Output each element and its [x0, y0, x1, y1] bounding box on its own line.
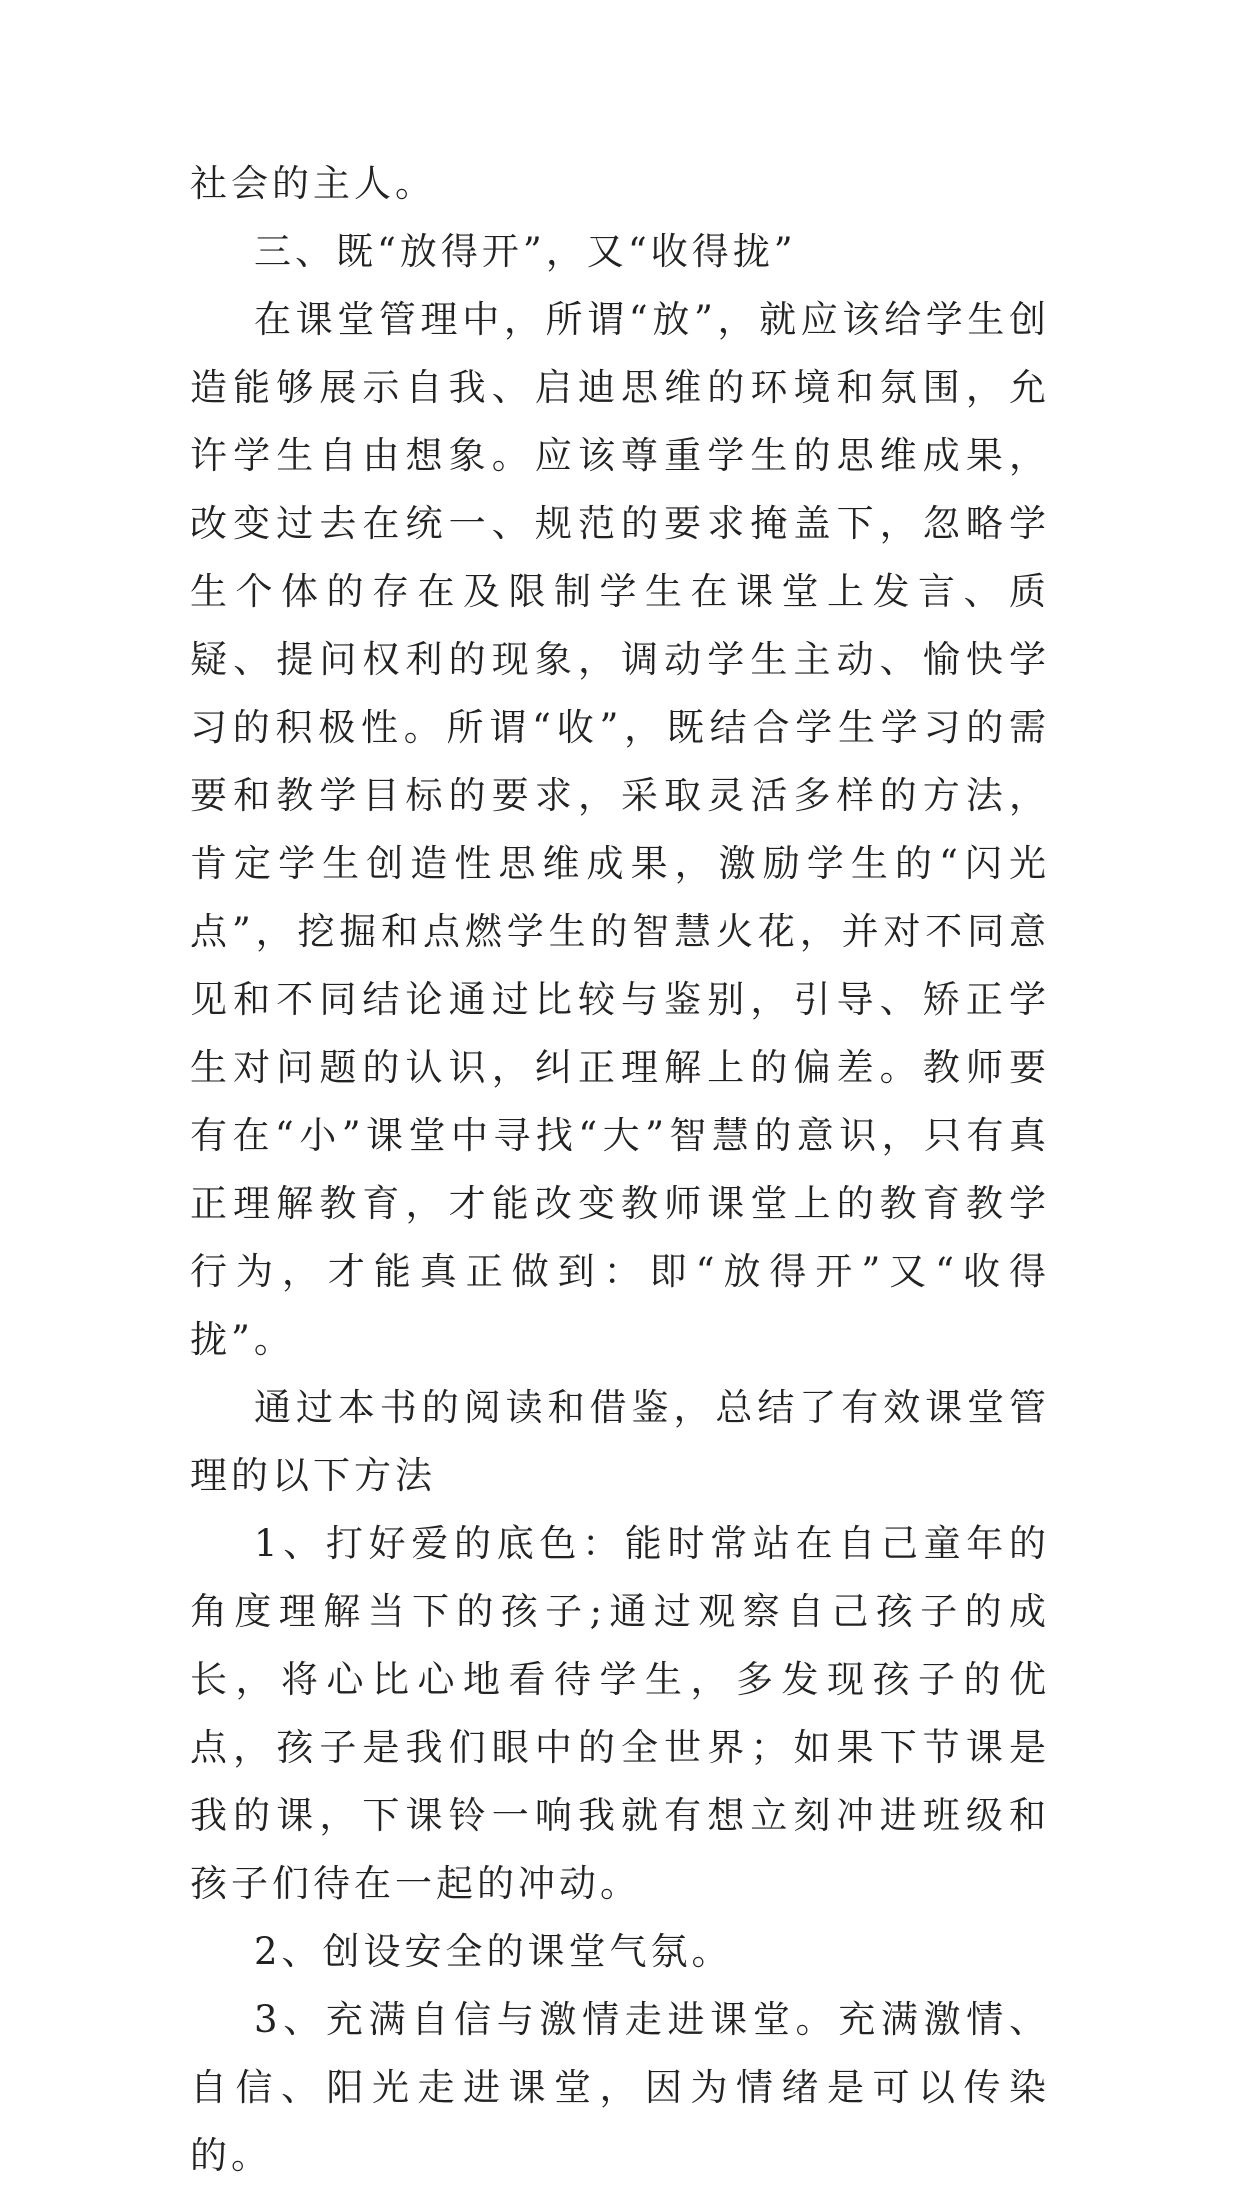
list-item-3: 3、充满自信与激情走进课堂。充满激情、自信、阳光走进课堂，因为情绪是可以传染的。 [190, 1998, 1050, 2177]
list-item-1: 1、打好爱的底色：能时常站在自己童年的角度理解当下的孩子;通过观察自己孩子的成长，将心比心地看待学生，多发现孩子的优点，孩子是我们眼中的全世界；如果下节课是我的课，下课铃一响我就有想立刻冲进班级和孩子们待在一起的冲动。 [190, 1522, 1050, 1905]
list-item-2: 2、创设安全的课堂气氛。 [254, 1930, 733, 1973]
paragraph-body: 在课堂管理中，所谓“放”，就应该给学生创造能够展示自我、启迪思维的环境和氛围，允许学生自由想象。应该尊重学生的思维成果，改变过去在统一、规范的要求掩盖下，忽略学生个体的存在及限制学生在课堂上发言、质疑、提问权利的现象，调动学生主动、愉快学习的积极性。所谓“收”，既结合学生学习的需要和教学目标的要求，采取灵活多样的方法，肯定学生创造性思维成果，激励学生的“闪光点”，挖掘和点燃学生的智慧火花，并对不同意见和不同结论通过比较与鉴别，引导、矫正学生对问题的认识，纠正理解上的偏差。教师要有在“小”课堂中寻找“大”智慧的意识，只有真正理解教育，才能改变教师课堂上的教育教学行为，才能真正做到：即“放得开”又“收得拢”。 [190, 298, 1050, 1361]
paragraph-summary-intro: 通过本书的阅读和借鉴，总结了有效课堂管理的以下方法 [190, 1386, 1050, 1497]
section-heading: 三、既“放得开”，又“收得拢” [254, 230, 797, 273]
paragraph-continuation: 社会的主人。 [190, 162, 436, 205]
document-body [190, 150, 1050, 2190]
